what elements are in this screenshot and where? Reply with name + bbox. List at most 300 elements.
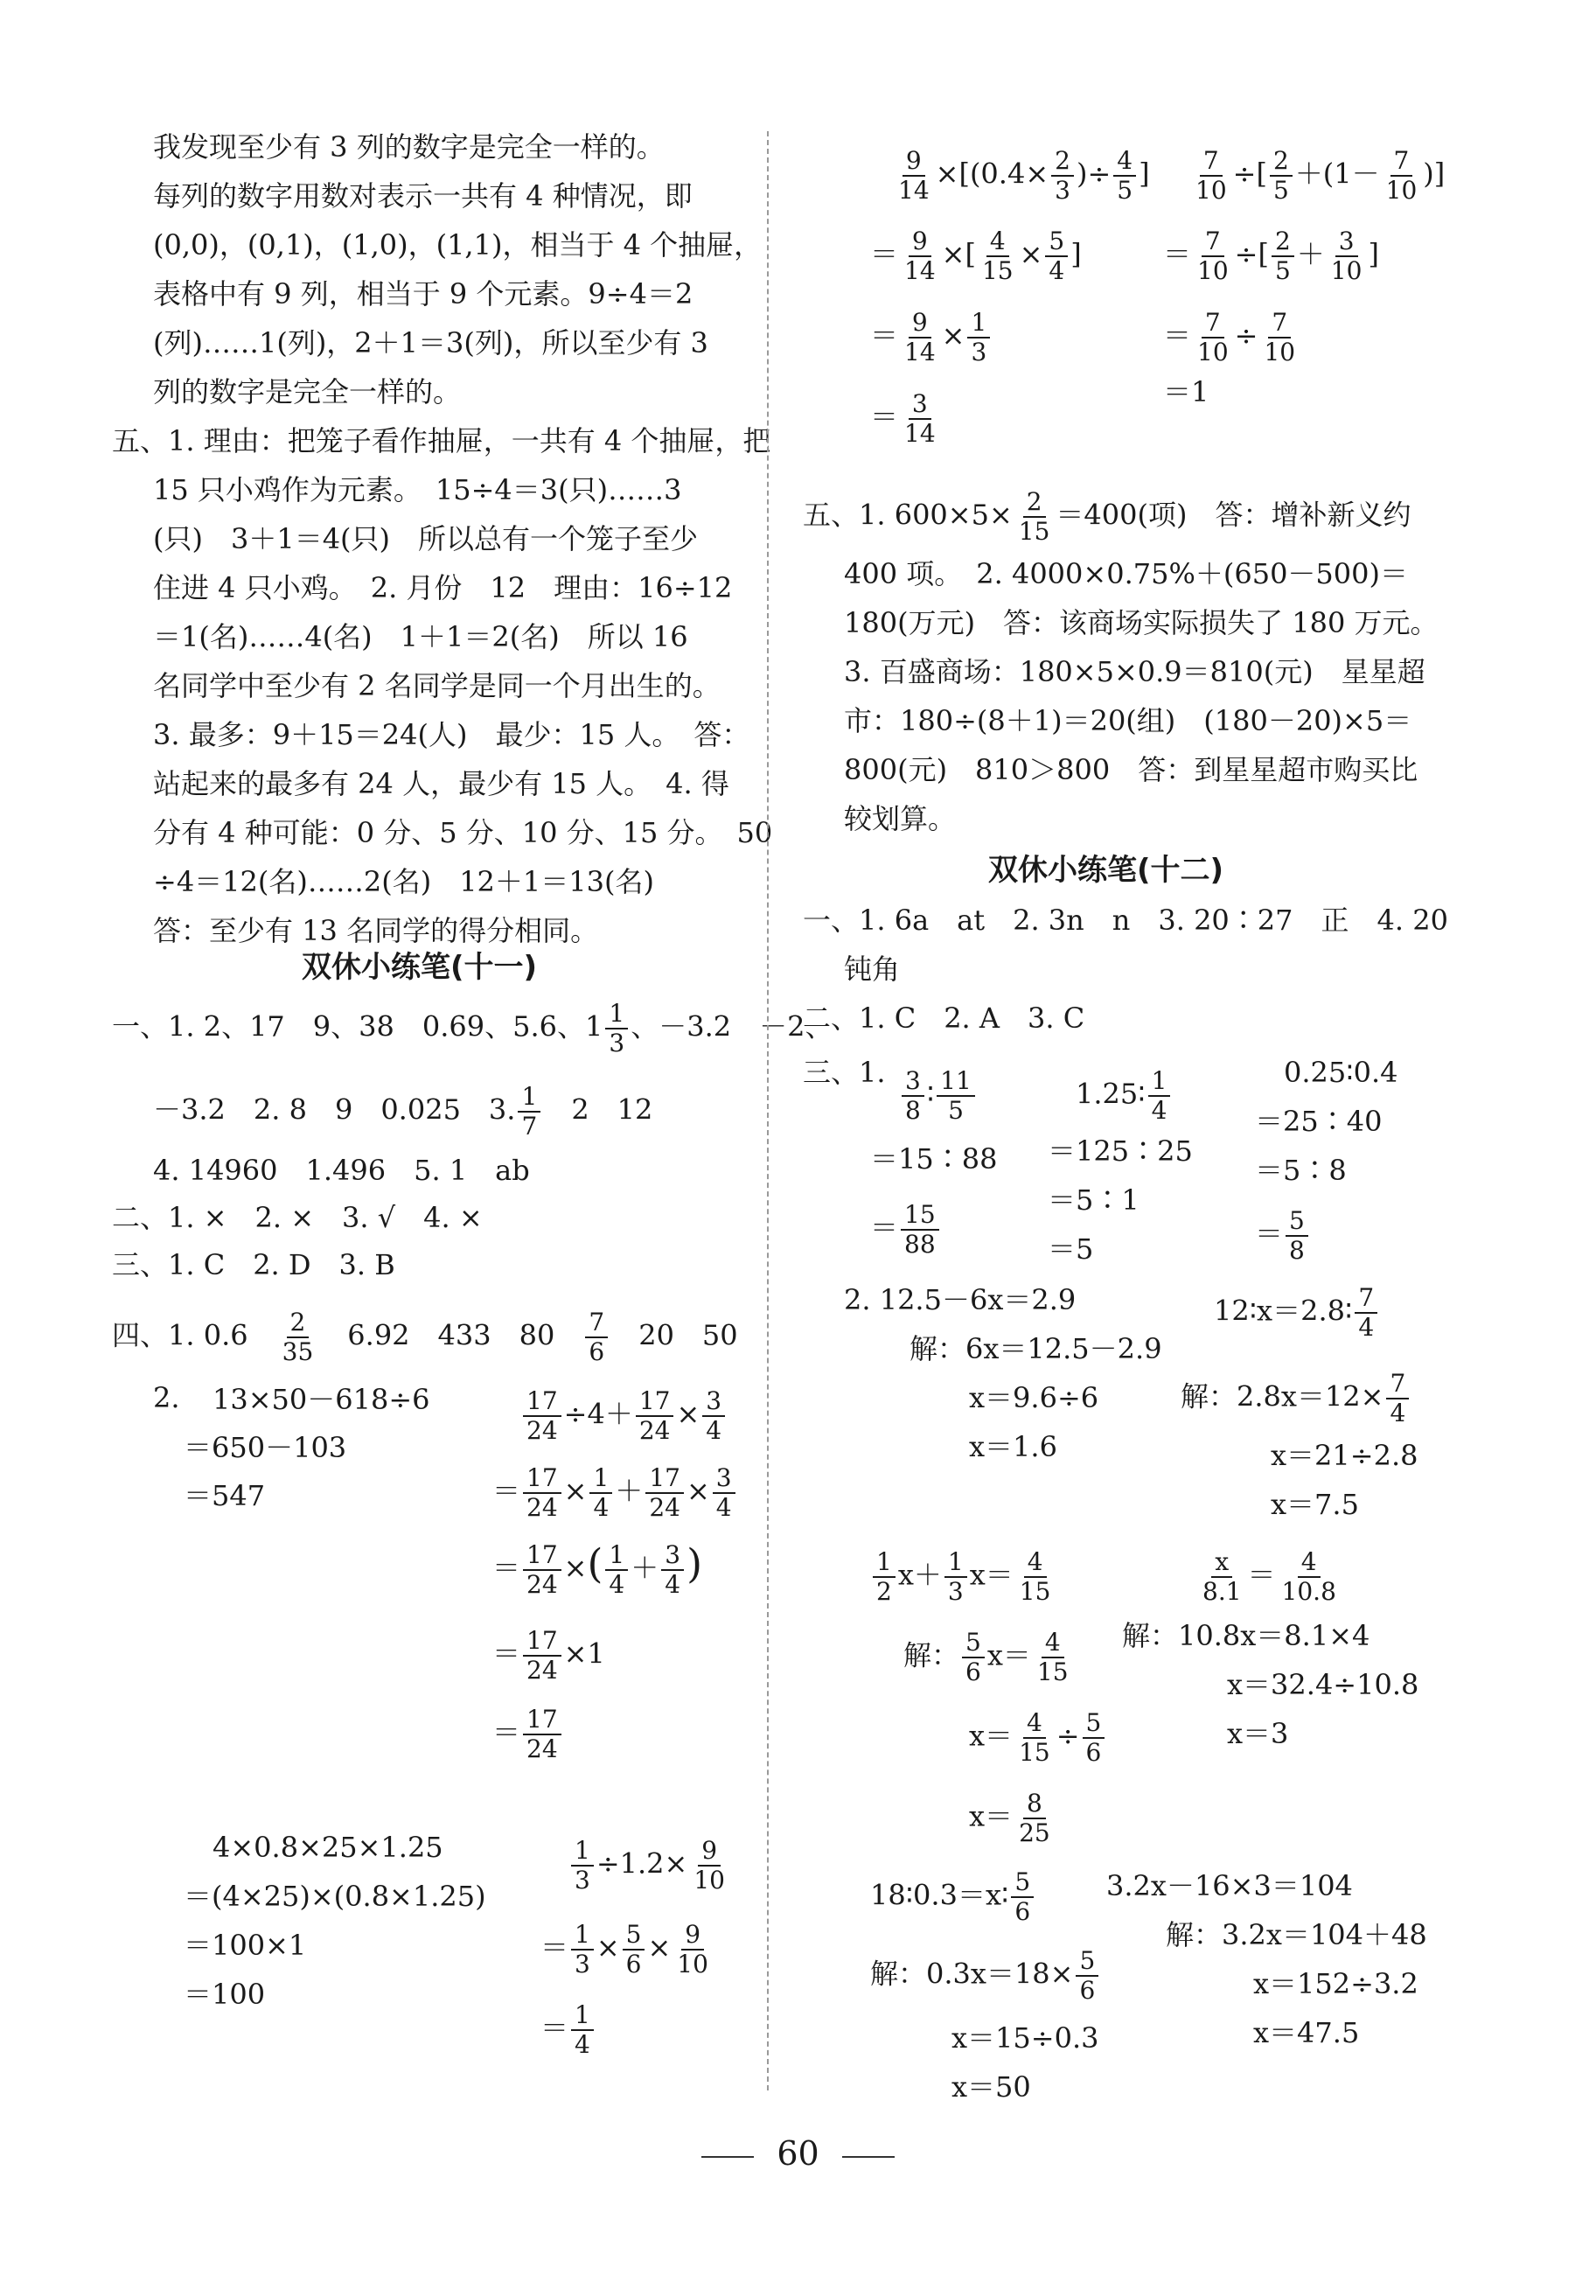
text-line: 二、1. C 2. A 3. C	[803, 1001, 1085, 1035]
calc-line: x＝9.6÷6	[969, 1381, 1099, 1414]
denominator: 25	[1019, 1818, 1050, 1847]
operator: ＝	[492, 1637, 521, 1671]
fraction	[623, 1920, 645, 1978]
denominator: 5	[948, 1096, 964, 1125]
denominator: 4	[706, 1416, 722, 1445]
fraction	[967, 308, 990, 366]
calc-line: ＝1	[1163, 375, 1209, 408]
text-line: 15 只小鸡作为元素。 15÷4＝3(只)……3	[153, 473, 682, 506]
text-line: 表格中有 9 列，相当于 9 个元素。9÷4＝2	[153, 277, 693, 311]
denominator: 10	[693, 1866, 725, 1895]
operator: ÷4＋	[563, 1397, 633, 1431]
calc-line	[540, 2000, 596, 2059]
fraction	[1015, 1708, 1054, 1767]
fraction	[636, 1386, 674, 1445]
numerator: 4	[1042, 1630, 1064, 1658]
numerator: 1	[1148, 1069, 1171, 1097]
calc-line: ＝5∶8	[1255, 1154, 1347, 1187]
denominator: 35	[282, 1337, 314, 1366]
calc-text: 18∶0.3＝x∶	[870, 1878, 1009, 1912]
denominator: 14	[904, 419, 936, 448]
operator: ＋	[631, 1551, 659, 1585]
text-line: ÷4＝12(名)……2(名) 12＋1＝13(名)	[153, 865, 654, 898]
operator: ×[(0.4×	[935, 157, 1049, 191]
text-line: 我发现至少有 3 列的数字是完全一样的。	[153, 130, 665, 164]
answer-text: 20 50	[638, 1318, 738, 1352]
calc-line	[1076, 1066, 1173, 1125]
denominator: 4	[715, 1493, 732, 1522]
numerator: 17	[523, 1466, 561, 1494]
denominator: 3	[971, 338, 987, 366]
calc-line	[870, 1867, 1036, 1926]
denominator: 88	[904, 1230, 936, 1259]
calc-line: $\frac{x}{8.1}$ ＝ $\frac{4}{10.8}$	[1196, 1550, 1342, 1604]
calc-line: x＝152÷3.2	[1253, 1967, 1418, 2000]
text-line: 市：180÷(8＋1)＝20(组) (180－20)×5＝	[844, 704, 1412, 737]
denominator: 14	[904, 256, 936, 285]
numerator: x	[1211, 1550, 1232, 1578]
denominator: 6	[1079, 1976, 1096, 2005]
calc-line: 13×50－618÷6	[213, 1383, 430, 1416]
calc-line: ＝ $\frac{5}{8}$	[1255, 1209, 1311, 1263]
text-line: 400 项。 2. 4000×0.75%＋(650－500)＝	[844, 557, 1408, 590]
numerator: 7	[1202, 311, 1224, 338]
numerator: 3	[702, 1389, 725, 1417]
fraction	[1113, 146, 1136, 205]
operator: ＋	[615, 1474, 644, 1508]
denominator: 15	[1036, 1657, 1069, 1686]
numerator: 1	[873, 1550, 896, 1578]
answer-line	[803, 487, 1411, 546]
calc-line: 0.25∶0.4	[1284, 1056, 1398, 1089]
fraction	[702, 1386, 725, 1445]
calc-line	[492, 1626, 605, 1685]
denominator: 15	[1019, 1738, 1050, 1767]
denominator: 14	[904, 338, 936, 366]
numerator: 11	[937, 1069, 975, 1097]
fraction	[901, 229, 939, 283]
calc-text: x＝	[986, 1638, 1031, 1672]
denominator: 10	[1195, 176, 1227, 205]
calc-text: 解：0.3x＝18×	[870, 1957, 1074, 1991]
answer-line	[153, 1082, 653, 1141]
fraction	[1383, 146, 1421, 205]
calc-line: ＝ $\frac{7}{10}$ ÷ $\frac{7}{10}$	[1163, 311, 1301, 365]
calc-line: ＝25∶40	[1255, 1105, 1383, 1138]
page-rule-right	[842, 2156, 895, 2158]
denominator: 6	[625, 1950, 642, 1978]
fraction	[1016, 1547, 1055, 1606]
numerator: 9	[681, 1923, 704, 1951]
denominator: 5	[1274, 256, 1291, 285]
fraction	[1386, 1371, 1409, 1426]
fraction	[901, 308, 939, 366]
calc-line: x＝15÷0.3	[951, 2021, 1099, 2055]
calc-line: ＝125∶25	[1048, 1134, 1193, 1168]
fraction	[1194, 229, 1232, 283]
denominator: 8	[905, 1096, 921, 1125]
calc-line	[870, 1547, 1056, 1606]
fraction	[1076, 1946, 1098, 2005]
calc-line: 4×0.8×25×1.25	[213, 1831, 443, 1864]
text-line: (列)……1(列)，2＋1＝3(列)，所以至少有 3	[153, 326, 708, 359]
numerator: 9	[909, 229, 931, 257]
fraction	[1148, 1066, 1171, 1125]
fraction	[1286, 1206, 1308, 1265]
text-line: ＝1(名)……4(名) 1＋1＝2(名) 所以 16	[153, 620, 688, 653]
numerator: 2	[1023, 490, 1046, 518]
denominator: 6	[1014, 1897, 1031, 1926]
calc-line: x＝47.5	[1253, 2016, 1360, 2049]
numerator: 15	[901, 1203, 939, 1231]
numerator: 9	[909, 311, 931, 338]
fraction	[571, 2000, 594, 2059]
denominator: 14	[898, 176, 930, 205]
numerator: 1	[605, 1001, 628, 1029]
numerator: 9	[903, 149, 925, 177]
denominator: 5	[1272, 176, 1289, 205]
denominator: 5	[1117, 176, 1133, 205]
text-line: 住进 4 只小鸡。 2. 月份 12 理由：16÷12	[153, 571, 733, 604]
denominator: 15	[1019, 1577, 1051, 1606]
fraction	[1015, 1791, 1054, 1846]
calc-line	[1189, 146, 1446, 205]
numerator: 5	[1011, 1870, 1034, 1898]
fraction	[1194, 308, 1232, 366]
denominator: 6	[1085, 1738, 1102, 1767]
numerator: 5	[1286, 1209, 1308, 1237]
numerator: 2	[1272, 229, 1294, 257]
text-line: 五、1. 理由：把笼子看作抽屉，一共有 4 个抽屉，把	[112, 424, 771, 457]
fraction	[901, 389, 939, 448]
calc-line: ＝ $\frac{9}{14}$ × $\frac{1}{3}$	[870, 311, 993, 365]
denominator: 3	[609, 1029, 625, 1057]
numerator: 17	[523, 1389, 561, 1417]
calc-line: 解：10.8x＝8.1×4	[1122, 1619, 1370, 1652]
text-line: 分有 4 种可能：0 分、5 分、10 分、15 分。 50	[153, 816, 773, 849]
numerator: 1	[605, 1543, 628, 1571]
operator: ×	[676, 1397, 700, 1431]
numerator: 1	[571, 1923, 594, 1951]
denominator: 10	[1264, 338, 1296, 366]
text-line: 三、1.	[803, 1056, 886, 1089]
denominator: 2	[876, 1577, 892, 1606]
fraction	[1015, 487, 1054, 546]
column-divider	[767, 131, 769, 2090]
calc-line: x＝21÷2.8	[1271, 1439, 1418, 1472]
numerator: 4	[1024, 1550, 1047, 1578]
text-line: 钝角	[844, 953, 901, 986]
numerator: 17	[523, 1707, 561, 1735]
calc-line	[1214, 1283, 1380, 1342]
numerator: 3	[909, 392, 931, 420]
calc-line: 解：3.2x＝104＋48	[1166, 1918, 1427, 1951]
text-line: 名同学中至少有 2 名同学是同一个月出生的。	[153, 669, 721, 702]
numerator: 1	[967, 311, 990, 338]
numerator: 5	[962, 1630, 985, 1658]
numerator: 8	[1023, 1791, 1046, 1819]
calc-line: ＝547	[184, 1479, 266, 1512]
operator: ]	[1139, 157, 1150, 191]
calc-line: $\frac{3}{8}$ ∶ $\frac{11}{5}$	[899, 1069, 978, 1123]
numerator: 5	[623, 1923, 645, 1951]
denominator: 3	[1055, 176, 1070, 205]
fraction	[279, 1310, 317, 1364]
answer-text: 、－3.2 －2、	[631, 1009, 833, 1043]
numerator: 3	[661, 1543, 684, 1571]
operator: ×	[647, 1930, 672, 1965]
calc-line: x＝7.5	[1271, 1488, 1359, 1521]
text-line: 每列的数字用数对表示一共有 4 种情况，即	[153, 179, 693, 213]
fraction	[690, 1836, 728, 1895]
calc-line	[892, 146, 1150, 205]
calc-line: ＝100	[184, 1978, 266, 2011]
calc-line	[492, 1707, 564, 1762]
denominator: 24	[526, 1416, 558, 1445]
calc-line	[1181, 1371, 1411, 1426]
calc-line: x＝50	[951, 2070, 1031, 2104]
calc-line: ＝650－103	[184, 1431, 347, 1464]
operator: ×1	[563, 1637, 605, 1671]
calc-line	[492, 1463, 738, 1522]
fraction	[673, 1920, 712, 1978]
denominator: 24	[638, 1416, 671, 1445]
numerator: 1	[518, 1085, 540, 1113]
calc-line	[870, 1946, 1101, 2005]
numerator: 1	[571, 1839, 594, 1867]
calc-line	[903, 1630, 1075, 1685]
calc-line: 解：6x＝12.5－2.9	[910, 1332, 1162, 1365]
numerator: 3	[902, 1069, 924, 1097]
fraction	[605, 1001, 628, 1056]
denominator: 3	[947, 1577, 964, 1606]
calc-line	[540, 1920, 714, 1978]
numerator: 17	[523, 1629, 561, 1657]
answer-text: 2 12	[571, 1092, 653, 1127]
calc-text: 解：	[903, 1638, 960, 1672]
denominator: 10.8	[1281, 1577, 1336, 1606]
denominator: 6	[965, 1657, 981, 1686]
operator: ＋(1－	[1294, 157, 1380, 191]
text-line: 答：至少有 13 名同学的得分相同。	[153, 914, 599, 947]
section-title: 双休小练笔(十一)	[302, 950, 538, 985]
answer-text: 6.92 433 80	[347, 1318, 555, 1352]
calc-line: ＝ $\frac{15}{88}$	[870, 1203, 942, 1257]
operator: ＝	[492, 1715, 521, 1749]
fraction	[571, 1836, 594, 1895]
denominator: 4	[665, 1570, 681, 1599]
right-column	[770, 0, 1596, 2296]
fraction	[1260, 308, 1299, 366]
calc-line: 2. 12.5－6x＝2.9	[844, 1283, 1077, 1316]
answer-text: 四、1. 0.6	[112, 1318, 248, 1352]
denominator: 4	[1151, 1096, 1167, 1125]
denominator: 24	[649, 1493, 680, 1522]
paren: (	[587, 1539, 603, 1588]
numerator: 4	[1113, 149, 1136, 177]
numerator: 2	[1270, 149, 1293, 177]
fraction	[1270, 146, 1293, 205]
fraction	[1355, 1283, 1377, 1342]
operator: ÷1.2×	[596, 1846, 688, 1881]
calc-line: ＝(4×25)×(0.8×1.25)	[184, 1880, 486, 1913]
text-line: (只) 3＋1＝4(只) 所以总有一个笼子至少	[153, 522, 699, 555]
numerator: 2	[287, 1310, 310, 1338]
operator: ×	[686, 1474, 710, 1508]
numerator: 9	[698, 1839, 721, 1867]
fraction	[585, 1310, 608, 1364]
numerator: 1	[571, 2003, 594, 2031]
answer-text: 五、1. 600×5×	[803, 498, 1013, 532]
denominator: 4	[1390, 1399, 1406, 1427]
fraction	[962, 1630, 985, 1685]
page-number-text: 60	[777, 2134, 819, 2173]
denominator: 4	[609, 1570, 625, 1599]
text-line: 三、1. C 2. D 3. B	[112, 1248, 395, 1281]
page-rule-left	[701, 2156, 754, 2158]
numerator: 2	[1051, 149, 1074, 177]
fraction	[661, 1540, 684, 1599]
text-line: 800(元) 810＞800 答：到星星超市购买比	[844, 753, 1418, 786]
numerator: 4	[986, 229, 1009, 257]
calc-line	[520, 1386, 728, 1445]
denominator: 10	[1197, 256, 1229, 285]
operator: ＝	[492, 1474, 521, 1508]
calc-line: x＝32.4÷10.8	[1227, 1668, 1419, 1701]
denominator: 24	[526, 1734, 558, 1763]
denominator: 4	[1049, 256, 1065, 285]
fraction	[523, 1386, 561, 1445]
section-title: 双休小练笔(十二)	[988, 853, 1224, 888]
fraction	[1011, 1867, 1034, 1926]
page-number	[0, 2134, 1596, 2173]
fraction	[1279, 1547, 1340, 1606]
calc-text: 1.25∶	[1076, 1077, 1146, 1111]
fraction	[518, 1082, 540, 1141]
numerator: 3	[1335, 229, 1358, 257]
answer-text: －3.2 2. 8 9 0.025 3.	[153, 1092, 516, 1127]
numerator: 7	[1268, 311, 1291, 338]
fraction	[901, 1200, 939, 1259]
operator: )]	[1423, 157, 1446, 191]
operator: ×	[563, 1474, 588, 1508]
fraction	[944, 1547, 967, 1606]
numerator: 7	[1386, 1371, 1409, 1399]
answer-line	[112, 1001, 833, 1056]
operator: )÷	[1076, 157, 1112, 191]
calc-line: x＝1.6	[969, 1430, 1057, 1463]
calc-line: ＝15∶88	[870, 1142, 998, 1176]
fraction	[571, 1920, 594, 1978]
calc-line: ＝ $\frac{3}{14}$	[870, 392, 942, 446]
numerator: 7	[1355, 1286, 1377, 1314]
text-line: 180(万元) 答：该商场实际损失了 180 万元。	[844, 606, 1439, 639]
denominator: 3	[575, 1950, 590, 1978]
numerator: 17	[523, 1543, 561, 1571]
fraction	[1051, 146, 1074, 205]
numerator: 5	[1083, 1711, 1105, 1739]
denominator: 6	[589, 1337, 605, 1366]
fraction	[895, 146, 933, 205]
operator: ×	[563, 1551, 588, 1585]
numerator: 7	[585, 1310, 608, 1338]
text-line: (0,0)，(0,1)，(1,0)，(1,1)，相当于 4 个抽屉，	[153, 228, 763, 262]
numerator: 4	[1298, 1550, 1321, 1578]
calc-line: ＝5∶1	[1048, 1183, 1140, 1217]
text-line: 列的数字是完全一样的。	[153, 375, 462, 408]
answer-text: 一、1. 2、17 9、38 0.69、5.6、1	[112, 1009, 603, 1043]
fraction	[979, 229, 1017, 283]
denominator: 10	[1330, 256, 1363, 285]
operator: ＝	[492, 1551, 521, 1585]
paren: )	[686, 1539, 703, 1588]
text-line: 一、1. 6a at 2. 3n n 3. 20∶27 正 4. 20	[803, 904, 1448, 937]
operator: ÷[	[1232, 157, 1267, 191]
fraction	[1192, 146, 1230, 205]
denominator: 4	[575, 2030, 590, 2059]
fraction	[713, 1463, 735, 1522]
fraction	[589, 1463, 612, 1522]
numerator: 1	[944, 1550, 967, 1578]
denominator: 4	[593, 1493, 610, 1522]
fraction	[1328, 229, 1366, 283]
calc-text: 解：2.8x＝12×	[1181, 1379, 1384, 1413]
calc-text: x＝	[969, 1719, 1014, 1753]
denominator: 8.1	[1202, 1577, 1242, 1606]
numerator: 3	[713, 1466, 735, 1494]
denominator: 4	[1358, 1313, 1375, 1342]
operator: ＝	[540, 1930, 569, 1965]
calc-line: ＝ $\frac{9}{14}$ ×[ $\frac{4}{15}$ × $\frac{5}{4}$ ]	[870, 227, 1082, 285]
fraction	[902, 1066, 924, 1125]
text-line: 较划算。	[844, 802, 957, 835]
text-line: 3. 最多：9＋15＝24(人) 最少：15 人。 答：	[153, 718, 750, 751]
denominator: 24	[526, 1570, 558, 1599]
denominator: 3	[575, 1866, 590, 1895]
fraction	[1083, 1708, 1105, 1767]
fraction	[1272, 229, 1294, 283]
fraction	[605, 1540, 628, 1599]
calc-line: x＝3	[1227, 1717, 1289, 1750]
denominator: 10	[1385, 176, 1418, 205]
answer-line	[112, 1310, 738, 1364]
text-line: 4. 14960 1.496 5. 1 ab	[153, 1154, 530, 1187]
calc-text: x＝	[969, 1799, 1014, 1833]
operator: ＝	[540, 2011, 569, 2045]
calc-line	[969, 1791, 1056, 1846]
numerator: 5	[1076, 1949, 1098, 1977]
calc-line: ＝ $\frac{7}{10}$ ÷[ $\frac{2}{5}$ ＋ $\frac{3}{10}$ ]	[1163, 227, 1379, 285]
fraction	[523, 1626, 561, 1685]
numerator: 5	[1045, 229, 1068, 257]
fraction	[873, 1547, 896, 1606]
calc-text: 12∶x＝2.8∶	[1214, 1294, 1353, 1328]
numerator: 7	[1202, 229, 1224, 257]
text-line: 站起来的最多有 24 人，最少有 15 人。 4. 得	[153, 767, 729, 800]
fraction	[523, 1540, 561, 1599]
fraction	[645, 1463, 684, 1522]
calc-text: x＋	[897, 1558, 942, 1592]
calc-text: x＝	[969, 1558, 1014, 1592]
fraction	[1199, 1547, 1245, 1606]
numerator: 17	[636, 1389, 674, 1417]
denominator: 24	[526, 1493, 558, 1522]
text-line: 二、1. × 2. × 3. √ 4. ×	[112, 1201, 483, 1234]
numerator: 1	[589, 1466, 612, 1494]
text-line: 3. 百盛商场：180×5×0.9＝810(元) 星星超	[844, 655, 1425, 688]
fraction	[1045, 229, 1068, 283]
fraction	[523, 1463, 561, 1522]
